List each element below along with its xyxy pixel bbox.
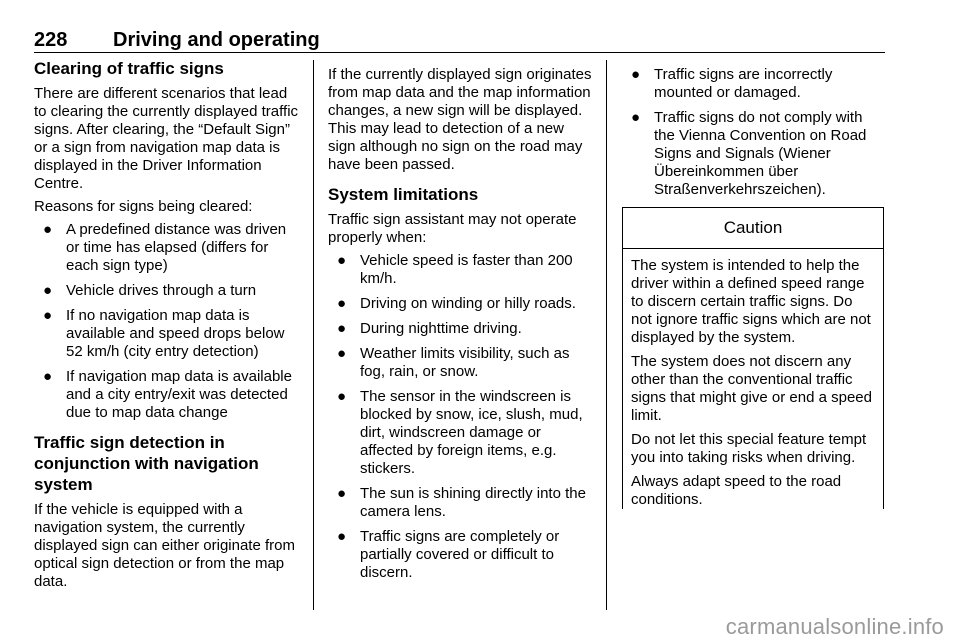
list-item [328, 252, 594, 288]
column-divider [313, 60, 314, 610]
bullet-icon: ● [337, 252, 347, 269]
watermark-text: carmanualsonline.info [725, 614, 944, 639]
list-item-text: The sun is shining directly into the camera lens. [360, 485, 586, 520]
list-item-text: Driving on winding or hilly roads. [360, 295, 576, 312]
list-item-text: If no navigation map data is available and speed drops below 52 km/h (city entry detection) [66, 307, 285, 360]
list-item-text: Vehicle drives through a turn [66, 282, 257, 299]
column-middle [328, 66, 594, 589]
column-right [622, 66, 884, 515]
heading-clearing-signs: Clearing of traffic signs [34, 59, 224, 78]
bullet-icon: ● [337, 388, 347, 405]
column-left [34, 58, 300, 596]
list-item [328, 320, 594, 338]
caution-paragraph: Do not let this special feature tempt you into taking risks when driving. [631, 431, 867, 466]
bullet-icon: ● [43, 368, 53, 385]
page-header [34, 28, 885, 53]
bullet-icon: ● [631, 109, 641, 126]
list-item-text: A predefined distance was driven or time has elapsed (differs for each sign type) [66, 221, 287, 274]
list-item [328, 528, 594, 582]
bullet-list [34, 221, 300, 422]
page-number: 228 [34, 29, 68, 51]
bullet-icon: ● [43, 307, 53, 324]
caution-paragraph: The system is intended to help the driver within a defined speed range to discern certain traffic signs. Do not ignore traffic signs which are not displayed by the system. [631, 257, 871, 346]
list-item [622, 66, 884, 102]
list-item [328, 388, 594, 478]
list-item [34, 368, 300, 422]
bullet-icon: ● [43, 221, 53, 238]
list-item-text: During nighttime driving. [360, 320, 522, 337]
bullet-icon: ● [337, 528, 347, 545]
list-item-text: Weather limits visibility, such as fog, rain, or snow. [360, 345, 570, 380]
caution-paragraph: Always adapt speed to the road conditions. [631, 473, 842, 508]
paragraph: There are different scenarios that lead to clearing the currently displayed traffic signs. After clearing, the “Default Sign” or a sign from navigation map data is displayed in the Driver Information Centre. [34, 85, 299, 192]
list-item [34, 282, 300, 300]
bullet-icon: ● [337, 485, 347, 502]
list-item-text: Traffic signs do not comply with the Vienna Convention on Road Signs and Signals (Wiener Übereinkommen über Straßenverkehrszeichen). [654, 109, 867, 198]
paragraph: Traffic sign assistant may not operate properly when: [328, 211, 577, 246]
caution-title: Caution [623, 208, 883, 249]
caution-paragraph: The system does not discern any other than the conventional traffic signs that might give or end a speed limit. [631, 353, 872, 424]
section-title: Driving and operating [113, 29, 320, 51]
list-item-text: If navigation map data is available and a city entry/exit was detected due to map data change [66, 368, 292, 421]
list-item-text: Traffic signs are completely or partially covered or difficult to discern. [360, 528, 560, 581]
paragraph: If the currently displayed sign originates from map data and the map information changes, a new sign will be displayed. This may lead to detection of a new sign although no sign on the road may have been passed. [328, 66, 592, 173]
heading-system-limitations: System limitations [328, 185, 479, 204]
caution-body [623, 249, 883, 509]
bullet-icon: ● [337, 295, 347, 312]
bullet-list [328, 252, 594, 582]
bullet-icon: ● [337, 320, 347, 337]
paragraph: Reasons for signs being cleared: [34, 198, 253, 215]
bullet-icon: ● [337, 345, 347, 362]
list-item [34, 307, 300, 361]
list-item-text: Traffic signs are incorrectly mounted or damaged. [654, 66, 833, 101]
list-item [34, 221, 300, 275]
list-item-text: The sensor in the windscreen is blocked by snow, ice, slush, mud, dirt, windscreen damage or affected by foreign items, e.g. stickers. [360, 388, 583, 477]
paragraph: If the vehicle is equipped with a navigation system, the currently displayed sign can either originate from optical sign detection or from the map data. [34, 501, 295, 590]
bullet-icon: ● [43, 282, 53, 299]
column-divider [606, 60, 607, 610]
caution-box [622, 207, 884, 509]
list-item [328, 345, 594, 381]
heading-sign-detection-navigation: Traffic sign detection in conjunction with navigation system [34, 433, 259, 494]
list-item [622, 109, 884, 199]
bullet-icon: ● [631, 66, 641, 83]
list-item-text: Vehicle speed is faster than 200 km/h. [360, 252, 573, 287]
list-item [328, 295, 594, 313]
list-item [328, 485, 594, 521]
bullet-list [622, 66, 884, 199]
